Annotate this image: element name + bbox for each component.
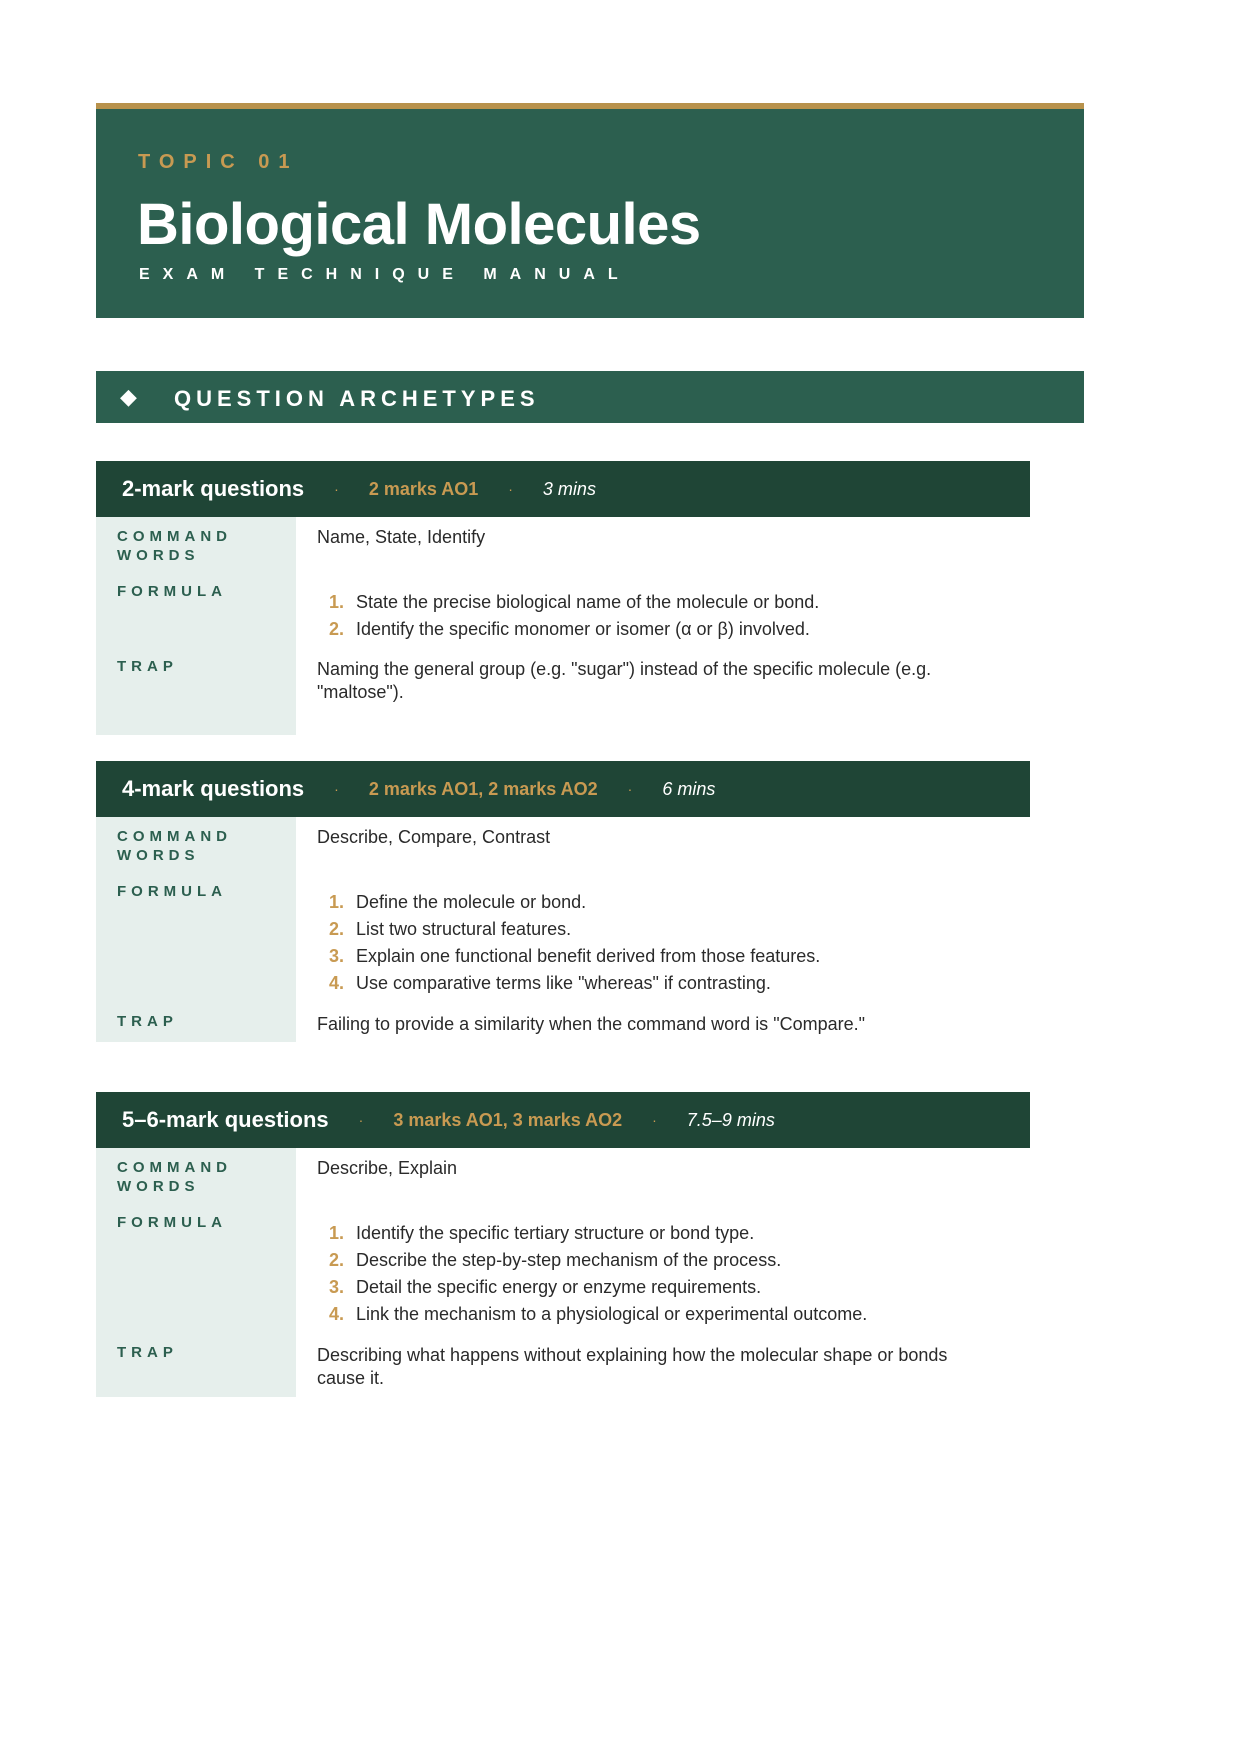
list-item: 2. List two structural features. xyxy=(329,919,572,939)
trap-row xyxy=(96,1340,1030,1397)
separator-dot: · xyxy=(358,1112,364,1128)
trap-value: Failing to provide a similarity when the command word is "Compare." xyxy=(317,1014,865,1034)
card-time: 7.5–9 mins xyxy=(686,1109,775,1130)
formula-value xyxy=(296,879,1030,1009)
section-header xyxy=(96,371,1084,423)
question-card-5-6-mark xyxy=(96,1092,1030,1397)
list-item: 1. Identify the specific tertiary structure or bond type. xyxy=(329,1223,755,1243)
list-item: 3. Detail the specific energy or enzyme requirements. xyxy=(329,1277,762,1297)
formula-label: FORMULA xyxy=(96,1210,296,1340)
command-words-label: COMMAND WORDS xyxy=(96,1148,296,1210)
card-marks: 2 marks AO1 xyxy=(368,478,479,499)
formula-label: FORMULA xyxy=(96,579,296,654)
command-words-label: COMMAND WORDS xyxy=(96,817,296,879)
trap-label: TRAP xyxy=(96,1009,296,1042)
list-item: 3. Explain one functional benefit derived from those features. xyxy=(329,946,821,966)
command-words-value: Describe, Explain xyxy=(317,1158,458,1178)
trap-value: Describing what happens without explaining how the molecular shape or bonds cause it. xyxy=(317,1345,948,1388)
list-item: 4. Use comparative terms like "whereas" if contrasting. xyxy=(329,973,771,993)
separator-dot: · xyxy=(334,781,339,797)
card-title: 4-mark questions xyxy=(122,776,305,801)
card-time: 3 mins xyxy=(542,478,596,499)
separator-dot: · xyxy=(652,1112,657,1128)
list-item: 2. Identify the specific monomer or isomer (α or β) involved. xyxy=(329,619,810,639)
list-item: 2. Describe the step-by-step mechanism of the process. xyxy=(329,1250,782,1270)
command-words-value: Describe, Compare, Contrast xyxy=(317,827,551,847)
formula-row xyxy=(96,879,1030,1009)
card-marks: 3 marks AO1, 3 marks AO2 xyxy=(393,1109,623,1130)
formula-label: FORMULA xyxy=(96,879,296,1009)
separator-dot: · xyxy=(627,781,633,797)
formula-steps xyxy=(317,1220,994,1328)
diamond-icon: ◆ xyxy=(120,384,137,409)
topic-number: TOPIC 01 xyxy=(138,151,299,173)
command-words-label: COMMAND WORDS xyxy=(96,517,296,579)
trap-label: TRAP xyxy=(96,654,296,735)
card-header xyxy=(96,461,1030,517)
separator-dot: · xyxy=(508,481,513,497)
section-title: QUESTION ARCHETYPES xyxy=(174,386,540,411)
trap-label: TRAP xyxy=(96,1340,296,1397)
command-words-row xyxy=(96,517,1030,579)
formula-value xyxy=(296,1210,1030,1340)
topic-header xyxy=(96,103,1084,318)
list-item: 1. State the precise biological name of the molecule or bond. xyxy=(329,592,820,612)
separator-dot: · xyxy=(334,481,339,497)
formula-row xyxy=(96,1210,1030,1340)
page-title: Biological Molecules xyxy=(137,192,701,257)
command-words-row xyxy=(96,817,1030,879)
card-header xyxy=(96,761,1030,817)
card-marks: 2 marks AO1, 2 marks AO2 xyxy=(368,778,598,799)
card-title: 2-mark questions xyxy=(122,476,305,501)
formula-steps xyxy=(317,589,994,643)
question-card-4-mark xyxy=(96,761,1030,1042)
formula-steps xyxy=(317,889,994,997)
question-card-2-mark xyxy=(96,461,1030,735)
card-header xyxy=(96,1092,1030,1148)
command-words-value: Name, State, Identify xyxy=(317,527,486,547)
list-item: 4. Link the mechanism to a physiological or experimental outcome. xyxy=(329,1304,868,1324)
list-item: 1. Define the molecule or bond. xyxy=(329,892,587,912)
formula-row xyxy=(96,579,1030,654)
trap-row xyxy=(96,1009,1030,1042)
trap-value: Naming the general group (e.g. "sugar") instead of the specific molecule (e.g. "maltose"). xyxy=(317,659,932,702)
formula-value xyxy=(296,579,1030,654)
page-subtitle: EXAM TECHNIQUE MANUAL xyxy=(139,266,631,283)
card-title: 5–6-mark questions xyxy=(122,1107,329,1132)
command-words-row xyxy=(96,1148,1030,1210)
trap-row xyxy=(96,654,1030,735)
card-time: 6 mins xyxy=(662,778,716,799)
